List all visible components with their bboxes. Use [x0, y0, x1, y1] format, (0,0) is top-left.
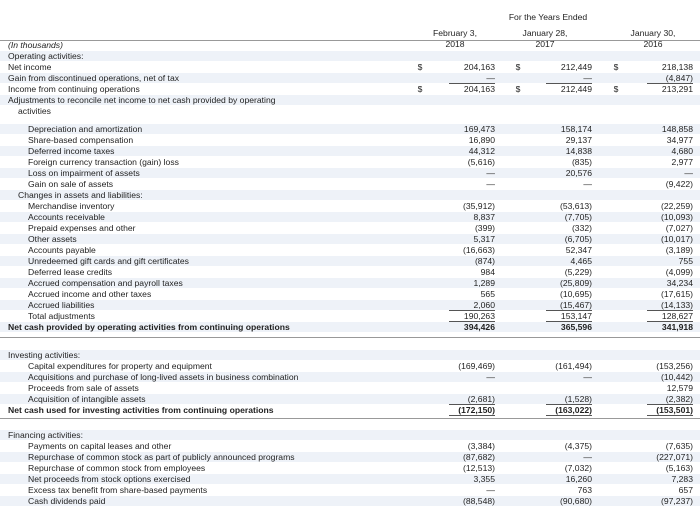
value-cell: (22,259): [660, 201, 693, 211]
value-cell: 148,858: [661, 124, 693, 134]
table-row: [0, 496, 700, 506]
table-row: [0, 300, 700, 310]
table-row: [0, 190, 700, 200]
value-cell: 16,260: [565, 474, 592, 484]
table-row: [0, 212, 700, 222]
value-cell: —: [583, 73, 592, 83]
row-label: Cash dividends paid: [28, 496, 106, 506]
value-cell: 4,680: [671, 146, 693, 156]
row-label: Operating activities:: [8, 51, 84, 61]
subtotal-rule: [647, 83, 693, 84]
row-label: Investing activities:: [8, 350, 81, 360]
value-cell: (17,615): [660, 289, 693, 299]
row-label: Merchandise inventory: [28, 201, 115, 211]
value-cell: 763: [577, 485, 592, 495]
value-cell: —: [583, 179, 592, 189]
header-col-2016-year: 2016: [643, 39, 663, 49]
subtotal-rule: [449, 321, 495, 322]
value-cell: 341,918: [661, 322, 693, 332]
value-cell: 5,317: [473, 234, 495, 244]
table-row: [0, 106, 700, 116]
row-label: (In thousands): [8, 40, 63, 50]
table-row: [0, 135, 700, 145]
table-row: [0, 51, 700, 61]
value-cell: 34,234: [666, 278, 693, 288]
value-cell: (4,847): [665, 73, 693, 83]
header-col-2017-year: 2017: [535, 39, 555, 49]
table-row: [0, 62, 700, 72]
subtotal-rule: [546, 310, 592, 311]
value-cell: (7,705): [564, 212, 592, 222]
table-row: [0, 289, 700, 299]
row-label: Deferred income taxes: [28, 146, 115, 156]
row-label: Deferred lease credits: [28, 267, 113, 277]
table-row: [0, 361, 700, 371]
table-row: [0, 441, 700, 451]
row-label: Share-based compensation: [28, 135, 134, 145]
value-cell: 7,283: [671, 474, 693, 484]
value-cell: (9,422): [665, 179, 693, 189]
row-label: Net income: [8, 62, 52, 72]
value-cell: 158,174: [560, 124, 592, 134]
row-label: Accrued compensation and payroll taxes: [28, 278, 183, 288]
table-row: [0, 278, 700, 288]
subtotal-rule: [546, 404, 592, 405]
row-label: Gain from discontinued operations, net of tax: [8, 73, 180, 83]
value-cell: 212,449: [560, 84, 592, 94]
value-cell: (4,099): [665, 267, 693, 277]
table-row: [0, 157, 700, 167]
subtotal-rule: [647, 404, 693, 405]
subtotal-rule: [546, 415, 592, 416]
row-label: Changes in assets and liabilities:: [18, 190, 143, 200]
table-row: [0, 73, 700, 83]
table-row: [0, 350, 700, 360]
row-label: Net cash used for investing activities from continuing operations: [8, 405, 274, 415]
value-cell: (53,613): [559, 201, 592, 211]
row-label: Net cash provided by operating activities from continuing operations: [8, 322, 290, 332]
value-cell: —: [684, 168, 693, 178]
value-cell: 394,426: [463, 322, 495, 332]
table-row: [0, 245, 700, 255]
value-cell: (5,616): [467, 157, 495, 167]
row-label: activities: [18, 106, 51, 116]
value-cell: (3,384): [467, 441, 495, 451]
value-cell: (4,375): [564, 441, 592, 451]
subtotal-rule: [647, 310, 693, 311]
value-cell: 204,163: [463, 62, 495, 72]
subtotal-rule: [449, 404, 495, 405]
value-cell: 3,355: [473, 474, 495, 484]
table-row: [0, 383, 700, 393]
value-cell: 212,449: [560, 62, 592, 72]
row-label: Accounts receivable: [28, 212, 105, 222]
subtotal-rule: [546, 83, 592, 84]
value-cell: 14,838: [565, 146, 592, 156]
value-cell: 52,347: [565, 245, 592, 255]
value-cell: 169,473: [463, 124, 495, 134]
row-label: Income from continuing operations: [8, 84, 140, 94]
table-row: [0, 179, 700, 189]
value-cell: (7,635): [665, 441, 693, 451]
value-cell: (399): [474, 223, 495, 233]
value-cell: 12,579: [666, 383, 693, 393]
table-row: [0, 405, 700, 415]
value-cell: (163,022): [555, 405, 592, 415]
table-row: [0, 311, 700, 321]
table-row: [0, 95, 700, 105]
value-cell: 984: [480, 267, 495, 277]
subtotal-rule: [546, 321, 592, 322]
table-row: [0, 124, 700, 134]
table-row: [0, 474, 700, 484]
subtotal-rule: [449, 415, 495, 416]
value-cell: —: [486, 179, 495, 189]
subtotal-rule: [449, 310, 495, 311]
value-cell: (3,189): [665, 245, 693, 255]
table-row: [0, 40, 700, 50]
value-cell: 4,465: [570, 256, 592, 266]
row-label: Financing activities:: [8, 430, 83, 440]
value-cell: (169,469): [458, 361, 495, 371]
table-row: [0, 223, 700, 233]
subtotal-rule: [647, 415, 693, 416]
value-cell: (15,467): [559, 300, 592, 310]
table-row: [0, 256, 700, 266]
value-cell: 213,291: [661, 84, 693, 94]
value-cell: —: [583, 372, 592, 382]
value-cell: (35,912): [462, 201, 495, 211]
table-row: [0, 201, 700, 211]
value-cell: (5,229): [564, 267, 592, 277]
value-cell: (7,027): [665, 223, 693, 233]
value-cell: (2,382): [665, 394, 693, 404]
header-col-2016-date: January 30,: [630, 28, 676, 38]
header-col-2018-date: February 3,: [433, 28, 477, 38]
value-cell: 565: [480, 289, 495, 299]
value-cell: (12,513): [462, 463, 495, 473]
value-cell: 29,137: [565, 135, 592, 145]
row-label: Accrued income and other taxes: [28, 289, 152, 299]
value-cell: 44,312: [468, 146, 495, 156]
table-row: [0, 322, 700, 332]
value-cell: (97,237): [660, 496, 693, 506]
value-cell: (332): [571, 223, 592, 233]
value-cell: —: [486, 372, 495, 382]
table-row: [0, 430, 700, 440]
value-cell: (10,093): [660, 212, 693, 222]
table-row: [0, 146, 700, 156]
row-label: Proceeds from sale of assets: [28, 383, 139, 393]
currency-symbol: $: [417, 84, 423, 94]
value-cell: (10,442): [660, 372, 693, 382]
header-col-2018-year: 2018: [445, 39, 465, 49]
currency-symbol: $: [613, 62, 619, 72]
row-label: Unredeemed gift cards and gift certificates: [28, 256, 189, 266]
value-cell: (14,133): [660, 300, 693, 310]
value-cell: (835): [571, 157, 592, 167]
value-cell: (5,163): [665, 463, 693, 473]
row-label: Repurchase of common stock from employees: [28, 463, 206, 473]
currency-symbol: $: [613, 84, 619, 94]
table-row: [0, 485, 700, 495]
subtotal-rule: [449, 83, 495, 84]
row-label: Loss on impairment of assets: [28, 168, 140, 178]
table-row: [0, 452, 700, 462]
table-row: [0, 234, 700, 244]
row-label: Total adjustments: [28, 311, 95, 321]
value-cell: 128,627: [661, 311, 693, 321]
header-group-label: For the Years Ended: [508, 12, 588, 22]
table-row: [0, 394, 700, 404]
row-label: Other assets: [28, 234, 77, 244]
value-cell: —: [486, 168, 495, 178]
row-label: Capital expenditures for property and equipment: [28, 361, 212, 371]
row-label: Adjustments to reconcile net income to net cash provided by operating: [8, 95, 276, 105]
row-label: Payments on capital leases and other: [28, 441, 172, 451]
value-cell: (2,681): [467, 394, 495, 404]
value-cell: (227,071): [656, 452, 693, 462]
value-cell: 20,576: [565, 168, 592, 178]
value-cell: (6,705): [564, 234, 592, 244]
row-label: Accounts payable: [28, 245, 96, 255]
value-cell: 153,147: [560, 311, 592, 321]
value-cell: (874): [474, 256, 495, 266]
table-row: [0, 463, 700, 473]
value-cell: 204,163: [463, 84, 495, 94]
value-cell: —: [486, 73, 495, 83]
value-cell: 190,263: [463, 311, 495, 321]
currency-symbol: $: [515, 84, 521, 94]
table-row: [0, 372, 700, 382]
table-row: [0, 84, 700, 94]
value-cell: —: [583, 452, 592, 462]
value-cell: 34,977: [666, 135, 693, 145]
row-label: Gain on sale of assets: [28, 179, 114, 189]
section-divider: [0, 418, 700, 419]
currency-symbol: $: [417, 62, 423, 72]
value-cell: (7,032): [564, 463, 592, 473]
value-cell: 755: [678, 256, 693, 266]
row-label: Accrued liabilities: [28, 300, 95, 310]
table-row: [0, 267, 700, 277]
value-cell: (172,150): [458, 405, 495, 415]
value-cell: (87,682): [462, 452, 495, 462]
row-label: Foreign currency transaction (gain) loss: [28, 157, 179, 167]
row-label: Excess tax benefit from share-based payments: [28, 485, 208, 495]
row-label: Prepaid expenses and other: [28, 223, 136, 233]
row-label: Acquisitions and purchase of long-lived assets in business combination: [28, 372, 299, 382]
value-cell: (153,501): [656, 405, 693, 415]
value-cell: 1,289: [473, 278, 495, 288]
value-cell: 218,138: [661, 62, 693, 72]
value-cell: (1,528): [564, 394, 592, 404]
table-row: [0, 168, 700, 178]
value-cell: —: [486, 485, 495, 495]
value-cell: (25,809): [559, 278, 592, 288]
value-cell: 365,596: [560, 322, 592, 332]
header-col-2017-date: January 28,: [522, 28, 568, 38]
value-cell: (10,017): [660, 234, 693, 244]
value-cell: 657: [678, 485, 693, 495]
value-cell: (16,663): [462, 245, 495, 255]
value-cell: (88,548): [462, 496, 495, 506]
row-label: Repurchase of common stock as part of publicly announced programs: [28, 452, 295, 462]
value-cell: 8,837: [473, 212, 495, 222]
value-cell: (161,494): [555, 361, 592, 371]
value-cell: 2,060: [473, 300, 495, 310]
row-label: Acquisition of intangible assets: [28, 394, 146, 404]
value-cell: (90,680): [559, 496, 592, 506]
row-label: Depreciation and amortization: [28, 124, 143, 134]
value-cell: 16,890: [468, 135, 495, 145]
section-divider: [0, 337, 700, 338]
value-cell: (153,256): [656, 361, 693, 371]
value-cell: 2,977: [671, 157, 693, 167]
row-label: Net proceeds from stock options exercised: [28, 474, 191, 484]
currency-symbol: $: [515, 62, 521, 72]
subtotal-rule: [647, 321, 693, 322]
value-cell: (10,695): [559, 289, 592, 299]
